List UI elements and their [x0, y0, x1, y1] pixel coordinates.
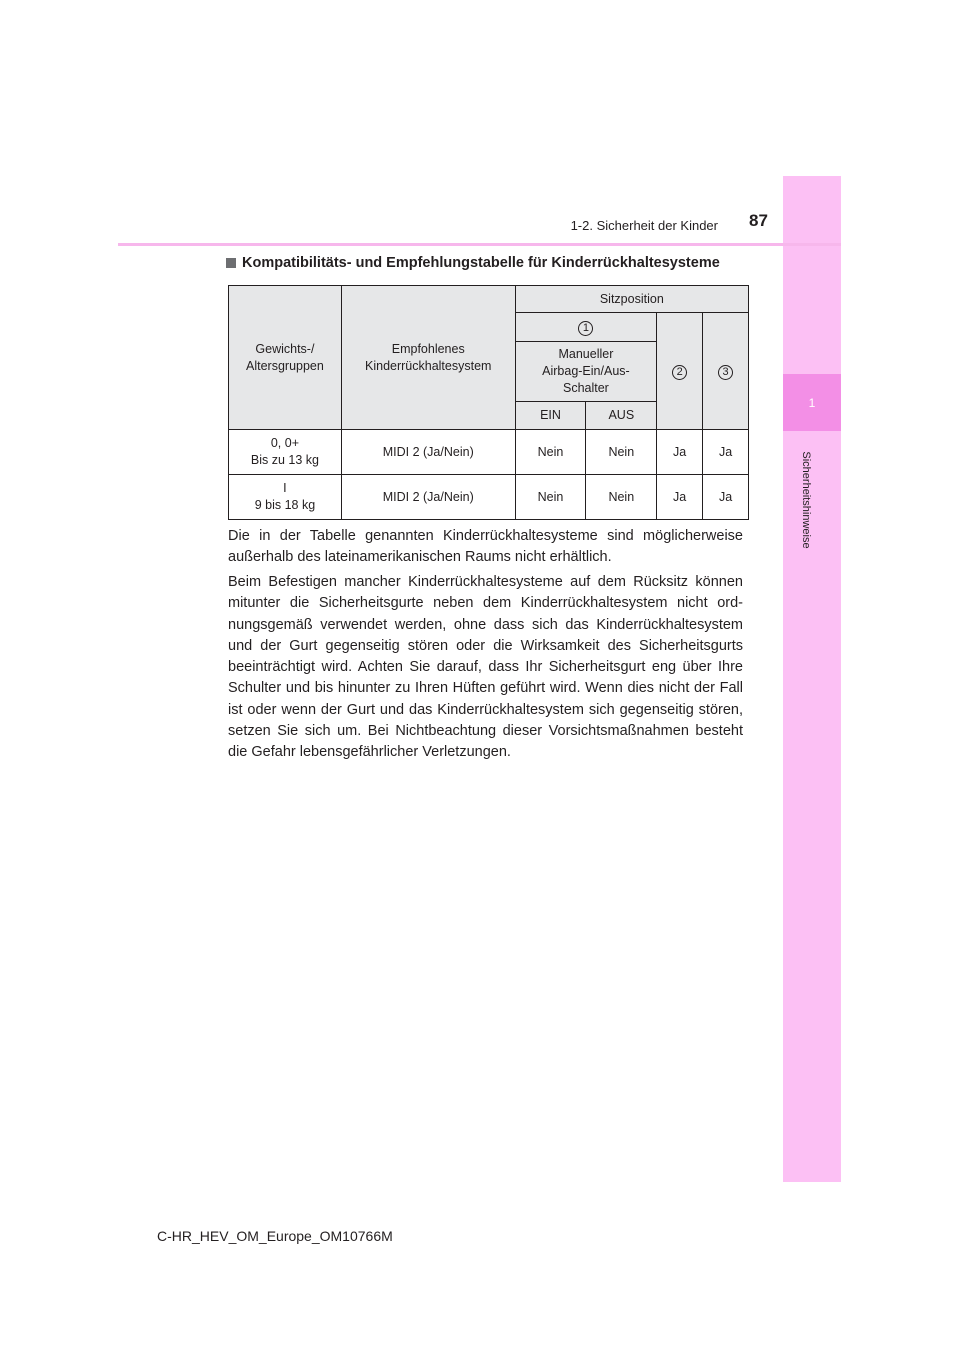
cell-p3: Ja	[703, 475, 749, 520]
square-bullet-icon	[226, 258, 236, 268]
cell-p1-on: Nein	[515, 430, 586, 475]
header-divider	[118, 243, 841, 246]
header-position-2	[657, 313, 703, 430]
header-position-1	[515, 313, 657, 342]
cell-p1-off: Nein	[586, 430, 657, 475]
section-title: 1-2. Sicherheit der Kinder	[570, 218, 718, 233]
cell-system: MIDI 2 (Ja/Nein)	[341, 430, 515, 475]
header-weight-group: Gewichts-/ Altersgruppen	[229, 286, 342, 430]
chapter-label: Sicherheitshinweise	[800, 451, 812, 549]
cell-system: MIDI 2 (Ja/Nein)	[341, 475, 515, 520]
header-off: AUS	[586, 402, 657, 430]
header-seat-position: Sitzposition	[515, 286, 748, 313]
position-2-circle: 2	[672, 365, 687, 380]
table-row	[229, 475, 749, 520]
footer-document-code: C-HR_HEV_OM_Europe_OM10766M	[157, 1228, 393, 1244]
sub-heading	[226, 255, 720, 271]
table-row	[229, 430, 749, 475]
cell-group: 0, 0+ Bis zu 13 kg	[229, 430, 342, 475]
compatibility-table	[228, 285, 749, 520]
paragraph-availability: Die in der Tabelle genannten Kinderrückhaltesysteme sind möglicherweise außerhalb des lateinamerikanischen Raums nicht erhältlich.	[228, 528, 743, 566]
sub-heading-text: Kompatibilitäts- und Empfehlungstabelle für Kinderrückhaltesysteme	[242, 255, 720, 271]
cell-p2: Ja	[657, 475, 703, 520]
chapter-side-tab	[783, 176, 841, 1182]
cell-p2: Ja	[657, 430, 703, 475]
chapter-number: 1	[783, 374, 841, 431]
position-1-circle: 1	[578, 321, 593, 336]
cell-group: I 9 bis 18 kg	[229, 475, 342, 520]
header-airbag-switch: Manueller Airbag-Ein/Aus- Schalter	[515, 342, 657, 402]
header-on: EIN	[515, 402, 586, 430]
paragraph-belt-warning: Beim Befestigen mancher Kinderrückhaltesysteme auf dem Rücksitz können mitunter die Sicherheitsgurte neben dem Kinderrückhaltesystem nicht ord-nungsgemäß verwendet werden, ohne dass sich das Kinderrückhaltesystem und der Gurt gegenseitig stören oder die Wirksamkeit des Sicherheitsgurts beeinträchtigt wird. Achten Sie darauf, dass Ihr Sicherheitsgurt eng über Ihre Schulter und bis hinunter zu Ihren Hüften geführt wird. Wenn dies nicht der Fall ist oder wenn der Gurt und das Kinderrückhaltesystem sich gegenseitig stören, setzen Sie sich um. Bei Nichtbeachtung dieser Vorsichtsmaßnahmen besteht die Gefahr lebensgefährlicher Verletzungen.	[228, 574, 743, 761]
page-number: 87	[749, 211, 768, 230]
header-recommended-system: Empfohlenes Kinderrückhaltesystem	[341, 286, 515, 430]
cell-p1-off: Nein	[586, 475, 657, 520]
cell-p3: Ja	[703, 430, 749, 475]
header-position-3	[703, 313, 749, 430]
position-3-circle: 3	[718, 365, 733, 380]
cell-p1-on: Nein	[515, 475, 586, 520]
